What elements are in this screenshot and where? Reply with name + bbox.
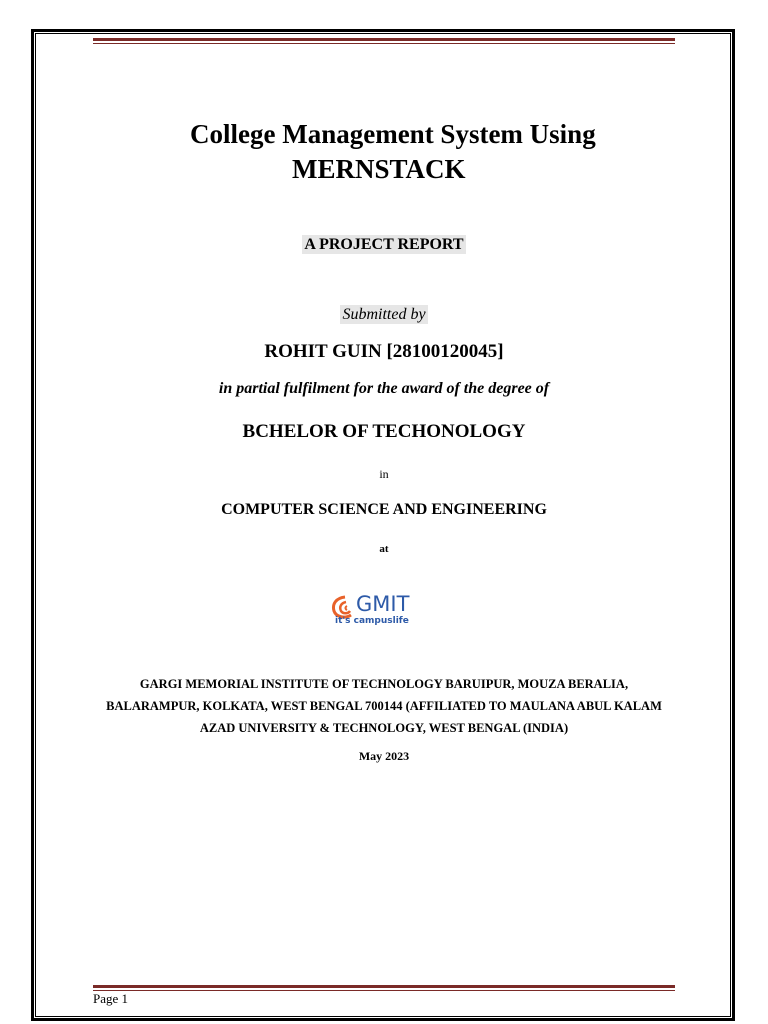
title-line-1: College Management System Using (190, 119, 596, 149)
address-line-2: BALARAMPUR, KOLKATA, WEST BENGAL 700144 (AFFILIATED TO MAULANA ABUL KALAM (106, 699, 662, 713)
in-word: in (379, 467, 389, 481)
address-line-3: AZAD UNIVERSITY & TECHNOLOGY, WEST BENGAL (INDIA) (199, 721, 569, 735)
report-label (0, 236, 768, 254)
header-rule (93, 38, 675, 44)
logo-name: GMIT (356, 592, 410, 616)
degree-name: BCHELOR OF TECHONOLOGY (242, 421, 526, 442)
at-word: at (379, 543, 389, 555)
logo-tagline: it's campuslife (335, 616, 409, 626)
footer-rule (93, 985, 675, 991)
fulfilment-text: in partial fulfilment for the award of the degree of (218, 380, 550, 397)
institute-address (0, 673, 768, 739)
department-name: COMPUTER SCIENCE AND ENGINEERING (221, 501, 547, 518)
address-line-1: GARGI MEMORIAL INSTITUTE OF TECHNOLOGY BARUIPUR, MOUZA BERALIA, (139, 677, 629, 691)
submitted-by-text: Submitted by (342, 306, 426, 323)
page-number: Page 1 (93, 991, 129, 1006)
author-name: ROHIT GUIN [28100120045] (264, 341, 504, 362)
report-label-text: A PROJECT REPORT (304, 236, 464, 253)
title-line-2: MERNSTACK (292, 154, 466, 184)
report-date: May 2023 (358, 749, 410, 763)
gmit-logo (331, 592, 441, 630)
submitted-by (0, 306, 768, 324)
